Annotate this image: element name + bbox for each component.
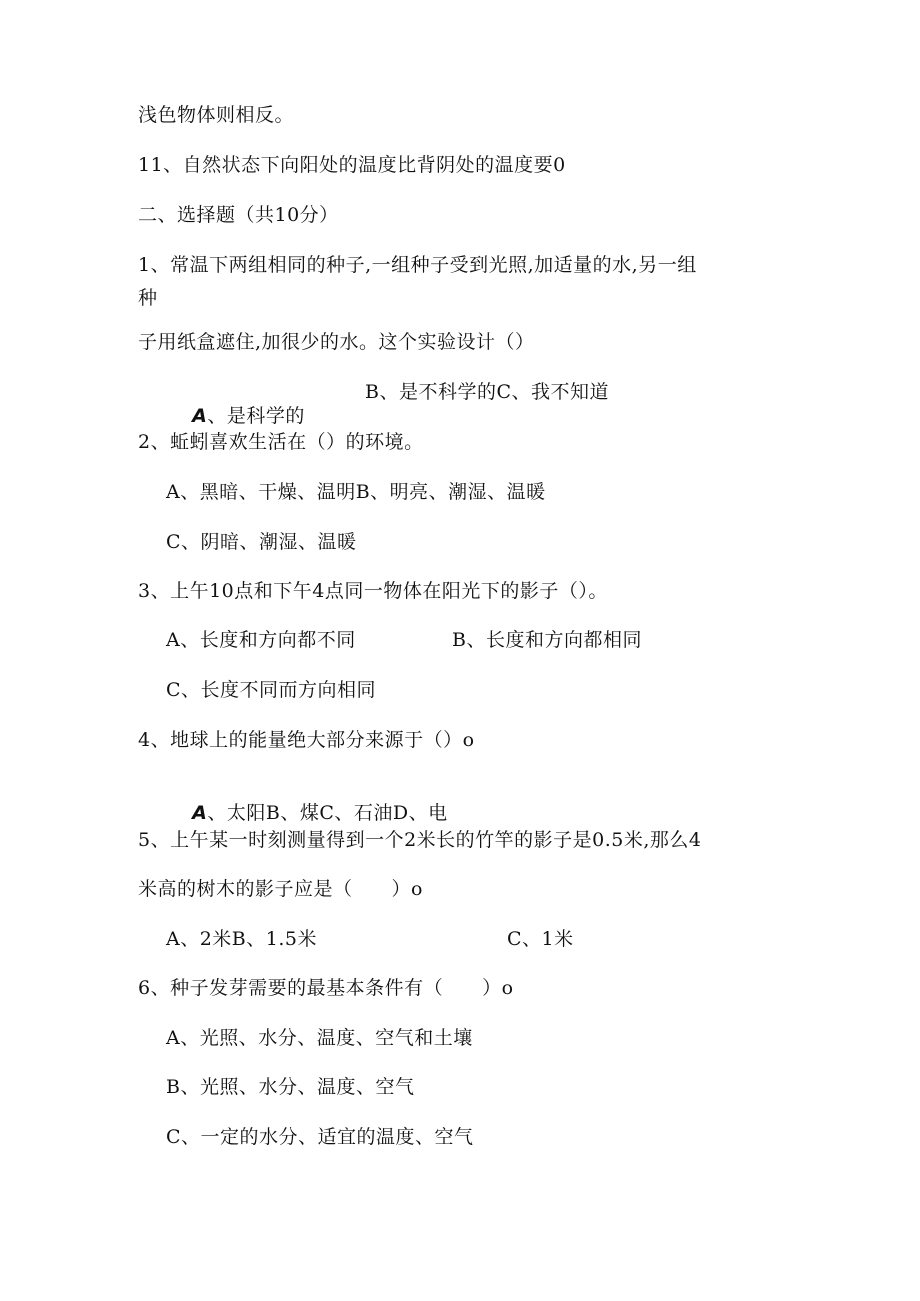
option-line: A、2米B、1.5米 bbox=[166, 928, 317, 950]
question-line: 3、上午10点和下午4点同一物体在阳光下的影子（）。 bbox=[138, 580, 608, 602]
question-line: 4、地球上的能量绝大部分来源于（）o bbox=[138, 729, 475, 751]
question-line: 6、种子发芽需要的最基本条件有（ ）o bbox=[138, 977, 514, 999]
question-line: 子用纸盒遮住,加很少的水。这个实验设计（） bbox=[138, 331, 535, 353]
option-line: B、光照、水分、温度、空气 bbox=[166, 1076, 415, 1098]
option-line: C、长度不同而方向相同 bbox=[166, 679, 377, 701]
question-line: 米高的树木的影子应是（ ）o bbox=[138, 878, 423, 900]
option-line: C、1米 bbox=[507, 928, 574, 950]
text-line: 种 bbox=[138, 287, 158, 309]
text-line: 浅色物体则相反。 bbox=[138, 104, 295, 126]
option-text: 、太阳B、煤C、石油D、电 bbox=[207, 802, 448, 824]
question-line: 2、蚯蚓喜欢生活在（）的环境。 bbox=[138, 431, 424, 453]
question-line: 1、常温下两组相同的种子,一组种子受到光照,加适量的水,另一组 bbox=[138, 254, 697, 276]
section-heading: 二、选择题（共10分） bbox=[138, 204, 339, 226]
option-line: B、是不科学的C、我不知道 bbox=[365, 381, 610, 403]
option-line: A、长度和方向都不同 bbox=[166, 629, 356, 651]
option-letter: A bbox=[192, 405, 208, 427]
question-line: 5、上午某一时刻测量得到一个2米长的竹竿的影子是0.5米,那么4 bbox=[138, 829, 702, 851]
option-line: C、一定的水分、适宜的温度、空气 bbox=[166, 1126, 474, 1148]
option-line: B、长度和方向都相同 bbox=[452, 629, 642, 651]
option-letter: A bbox=[192, 802, 208, 824]
question-line: 11、自然状态下向阳处的温度比背阴处的温度要0 bbox=[138, 154, 566, 176]
option-line: C、阴暗、潮湿、温暖 bbox=[166, 531, 357, 553]
option-line: A、黑暗、干燥、温明B、明亮、潮湿、温暖 bbox=[166, 481, 546, 503]
option-line: A、光照、水分、温度、空气和土壤 bbox=[166, 1027, 473, 1049]
option-text: 、是科学的 bbox=[207, 405, 305, 427]
